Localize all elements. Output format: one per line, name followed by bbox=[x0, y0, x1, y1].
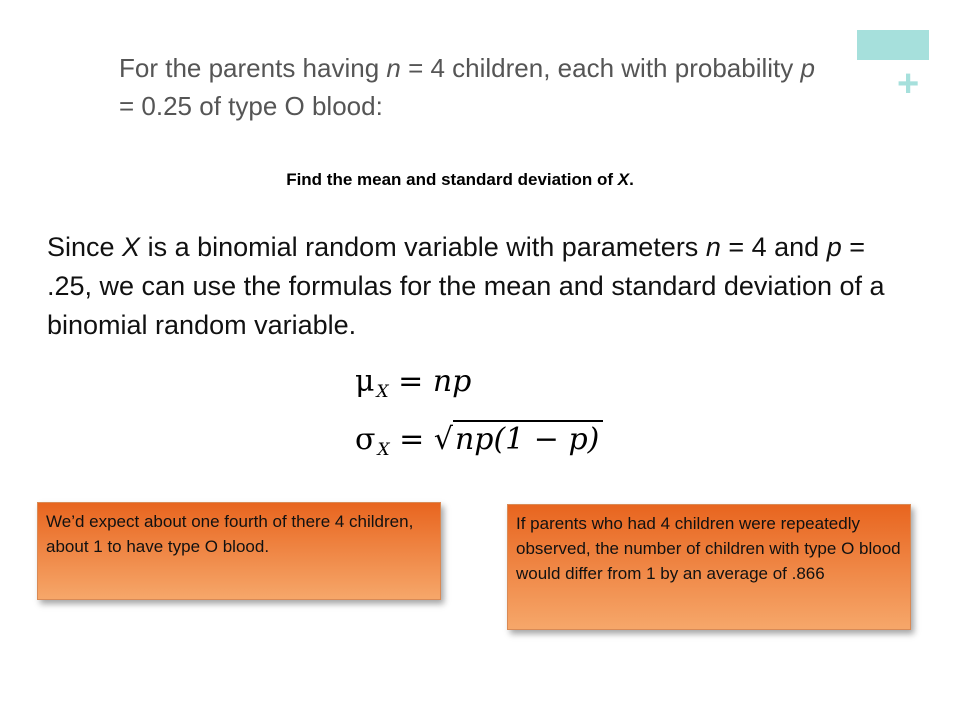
mean-formula: μ $_X$ = np bbox=[355, 364, 472, 402]
intro-text: For the parents having n = 4 children, each with probability p = 0.25 of type O blood: bbox=[119, 53, 815, 121]
callout-expected-count: We’d expect about one fourth of there 4 children, about 1 to have type O blood. bbox=[37, 502, 441, 600]
plus-icon: + bbox=[897, 63, 920, 105]
square-root-sign: √np(1 − p) bbox=[434, 420, 604, 457]
callout-standard-deviation: If parents who had 4 children were repeatedly observed, the number of children with type O blood would differ from 1 by an average of .866 bbox=[507, 504, 911, 630]
sd-formula: σ $_X$ = √np(1 − p) bbox=[355, 420, 603, 460]
explanation-paragraph: Since X is a binomial random variable with parameters n = 4 and p = .25, we can use the formulas for the mean and standard deviation of a binomial random variable. bbox=[47, 232, 885, 340]
question-heading: Find the mean and standard deviation of X. bbox=[286, 170, 634, 189]
accent-bar bbox=[857, 30, 929, 60]
